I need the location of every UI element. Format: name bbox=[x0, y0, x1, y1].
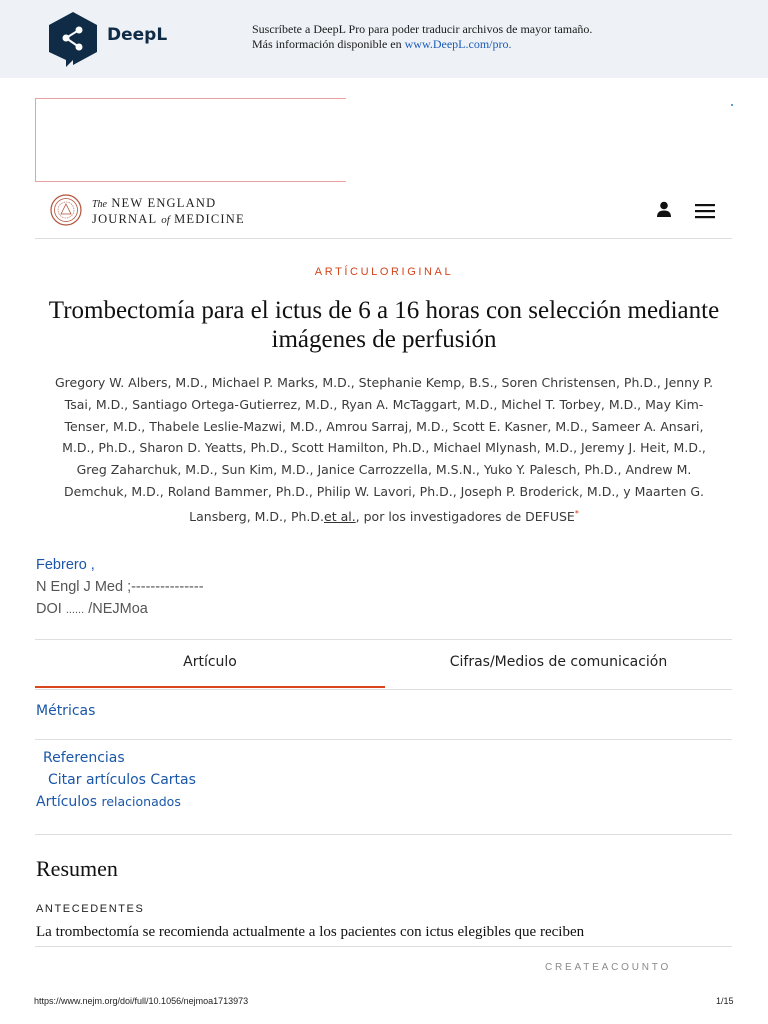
references-link[interactable]: Referencias bbox=[43, 750, 125, 766]
publication-meta bbox=[36, 554, 204, 621]
nejm-journal: JOURNAL bbox=[92, 212, 157, 226]
abstract-text: La trombectomía se recomienda actualmente a los pacientes con ictus elegibles que reciben bbox=[36, 924, 585, 940]
article-title: Trombectomía para el ictus de 6 a 16 horas con selección mediante imágenes de perfusión bbox=[48, 297, 720, 353]
doi-dots: ...... bbox=[65, 604, 85, 616]
related-articles-word: Artículos bbox=[36, 794, 98, 810]
authors-text: Gregory W. Albers, M.D., Michael P. Marks, M.D., Stephanie Kemp, B.S., Soren Christensen, Ph.D., Jenny P. Tsai, M.D., Santiago Ortega-Gutierrez, M.D., Ryan A. McTaggart, M.D., Michel T. Torbey, M.D., May Kim-Tenser, M.D., Thabele Leslie-Mazwi, M.D., Amrou Sarraj, M.D., Scott E. Kasner, M.D., Sameer A. Ansari, M.D., Ph.D., Sharon D. Yeatts, Ph.D., Scott Hamilton, Ph.D., Michael Mlynash, M.D., Jeremy J. Heit, M.D., Greg Zaharchuk, M.D., Sun Kim, M.D., Janice Carrozzella, M.S.N., Yuko Y. Palesch, Ph.D., Andrew M. Demchuk, M.D., Roland Bammer, Ph.D., Philip W. Lavori, Ph.D., Joseph P. Broderick, M.D., y Maarten G. Lansberg, M.D., Ph.D. bbox=[54, 375, 714, 524]
metrics-divider bbox=[35, 739, 732, 740]
abstract-heading: Resumen bbox=[36, 856, 118, 881]
deepl-promo-text bbox=[252, 22, 592, 52]
nejm-logo[interactable] bbox=[92, 196, 245, 227]
journal-reference: N Engl J Med ;--------------- bbox=[36, 579, 204, 595]
tab-figures-media[interactable]: Cifras/Medios de comunicación bbox=[449, 654, 668, 670]
deepl-logo-icon[interactable] bbox=[46, 10, 100, 68]
print-page-number: 1/15 bbox=[716, 996, 734, 1006]
ad-placeholder bbox=[35, 98, 346, 182]
article-type-label: ARTÍCULORIGINAL bbox=[314, 266, 454, 278]
header-divider bbox=[35, 238, 732, 239]
deepl-brand-name: DeepL bbox=[107, 25, 168, 45]
promo-line-2-prefix: Más información disponible en bbox=[252, 37, 405, 51]
publication-date[interactable]: Febrero , bbox=[36, 557, 95, 573]
metrics-link[interactable]: Métricas bbox=[36, 703, 96, 719]
user-account-icon[interactable] bbox=[655, 200, 673, 218]
related-articles-qualifier: relacionados bbox=[101, 794, 181, 809]
ad-marker bbox=[731, 104, 733, 106]
doi-line bbox=[36, 598, 204, 621]
active-tab-indicator bbox=[35, 686, 385, 688]
author-list bbox=[48, 372, 720, 528]
promo-line-1: Suscríbete a DeepL Pro para poder traducir archivos de mayor tamaño. bbox=[252, 22, 593, 36]
deepl-pro-link[interactable]: www.DeepL.com/pro. bbox=[404, 37, 512, 51]
et-al-link[interactable]: et al. bbox=[324, 508, 356, 524]
authors-suffix: , por los investigadores de DEFUSE bbox=[355, 508, 575, 524]
doi-label: DOI bbox=[36, 601, 62, 617]
abstract-divider bbox=[35, 946, 732, 947]
author-footnote-marker[interactable]: * bbox=[574, 508, 579, 518]
tabs-bottom-divider bbox=[35, 689, 732, 690]
nejm-medicine: MEDICINE bbox=[174, 212, 245, 226]
create-account-button[interactable]: CREATEACOUNTO bbox=[545, 962, 672, 973]
nejm-of: of bbox=[161, 214, 170, 226]
hamburger-menu-icon[interactable] bbox=[694, 203, 716, 219]
nejm-seal-icon[interactable] bbox=[50, 194, 82, 226]
nejm-the: The bbox=[92, 199, 107, 210]
tab-article[interactable]: Artículo bbox=[183, 654, 237, 670]
deepl-banner bbox=[0, 0, 768, 78]
citing-articles-link[interactable]: Citar artículos Cartas bbox=[48, 772, 196, 788]
print-footer-url: https://www.nejm.org/doi/full/10.1056/nejmoa1713973 bbox=[34, 996, 249, 1006]
promo-line-2 bbox=[252, 37, 592, 52]
nejm-line-1: NEW ENGLAND bbox=[111, 196, 217, 210]
doi-value: /NEJMoa bbox=[88, 601, 148, 617]
links-divider bbox=[35, 834, 732, 835]
background-section-label: ANTECEDENTES bbox=[36, 903, 145, 915]
related-articles-link[interactable] bbox=[36, 794, 181, 810]
